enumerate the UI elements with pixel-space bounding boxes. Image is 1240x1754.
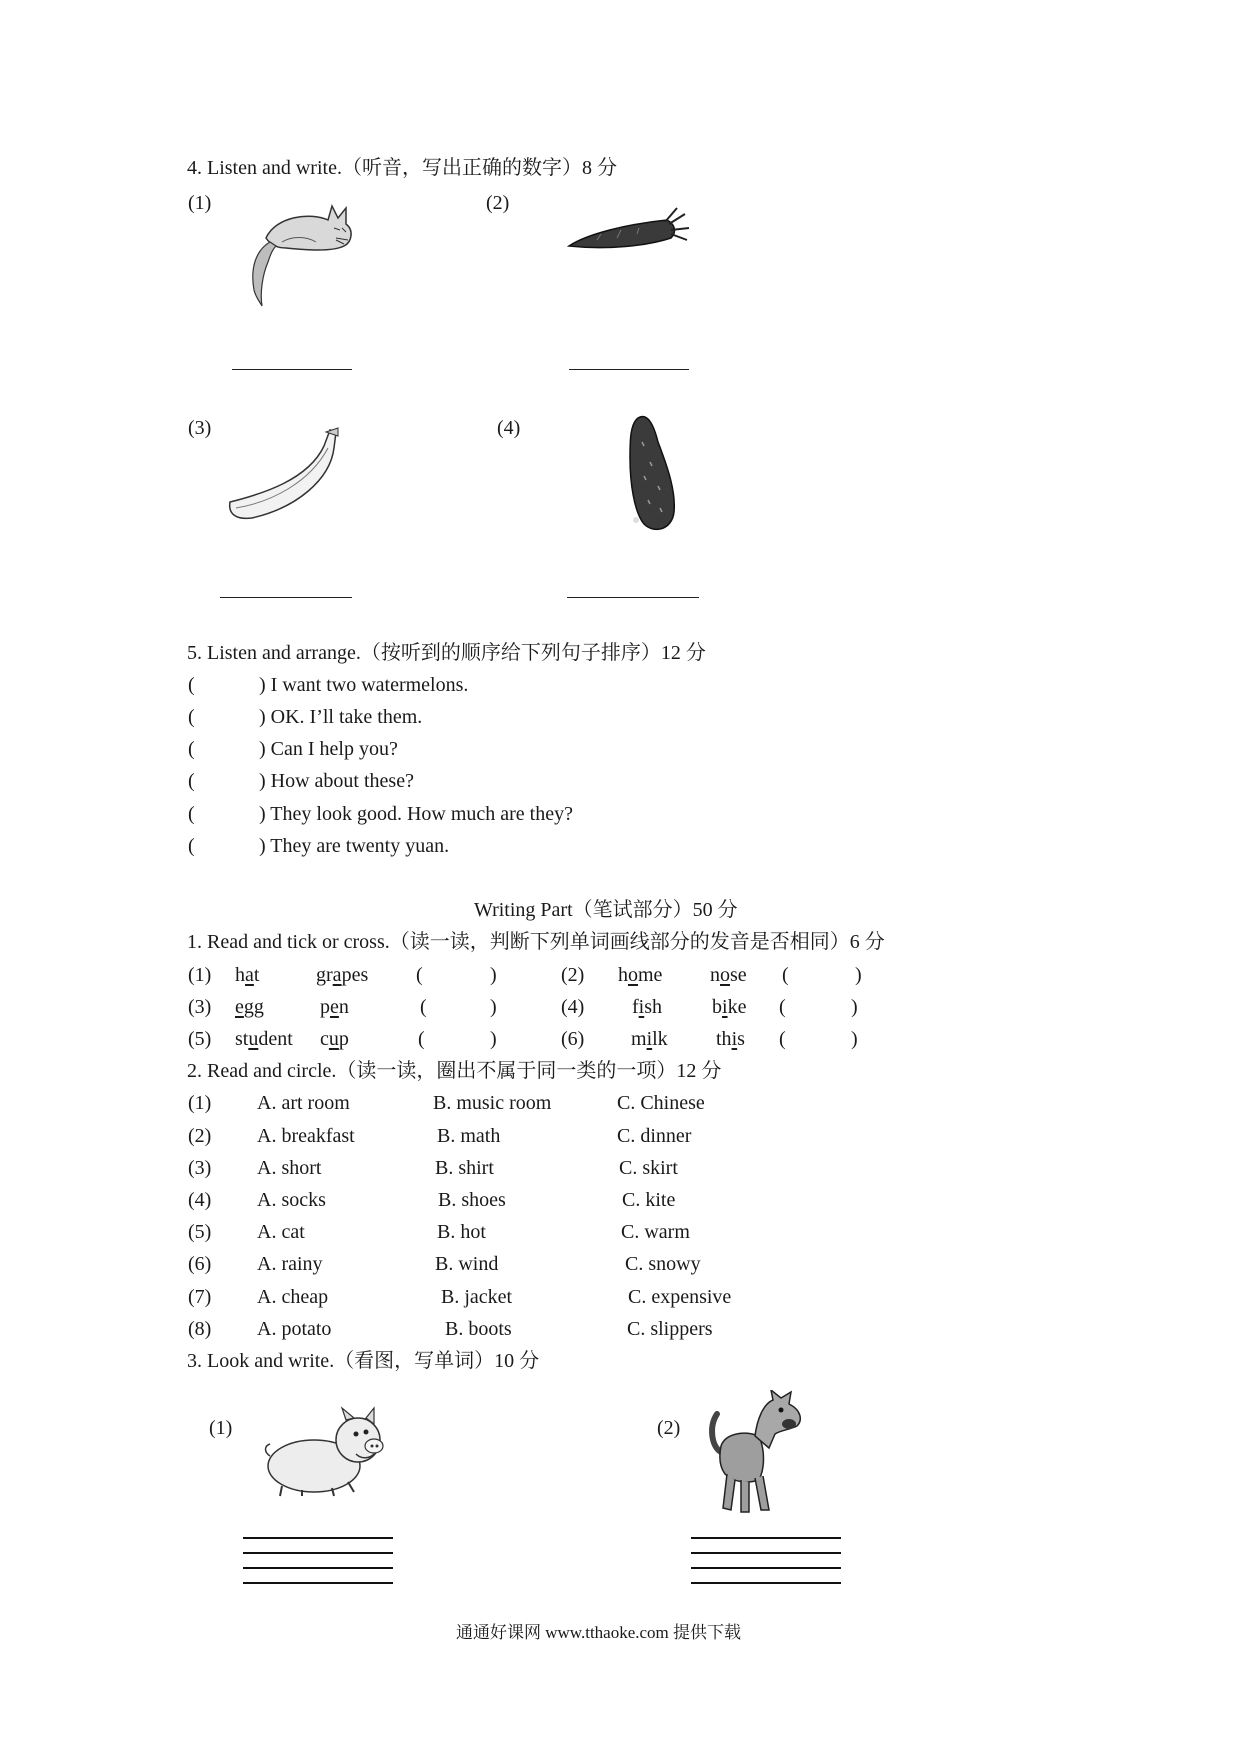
phonics-word: milk — [631, 1028, 668, 1050]
option-c[interactable]: C. dinner — [617, 1125, 692, 1147]
arrange-paren[interactable]: ( — [188, 674, 195, 696]
phonics-word: bike — [712, 996, 747, 1018]
item-number: (4) — [188, 1189, 212, 1211]
phonics-word: pen — [320, 996, 349, 1018]
phonics-word: fish — [632, 996, 663, 1018]
option-a[interactable]: A. cat — [257, 1221, 305, 1243]
item-number: (1) — [188, 964, 212, 986]
phonics-word: hat — [235, 964, 260, 986]
answer-paren-open[interactable]: ( — [416, 964, 423, 986]
pig-icon — [262, 1406, 394, 1498]
arrange-paren[interactable]: ( — [188, 770, 195, 792]
option-c[interactable]: C. kite — [622, 1189, 676, 1211]
answer-paren-close: ) — [851, 1028, 858, 1050]
item-number: (2) — [561, 964, 585, 986]
option-c[interactable]: C. slippers — [627, 1318, 713, 1340]
option-c[interactable]: C. expensive — [628, 1286, 732, 1308]
item-number: (2) — [486, 192, 510, 214]
option-a[interactable]: A. potato — [257, 1318, 332, 1340]
option-a[interactable]: A. art room — [257, 1092, 350, 1114]
phonics-word: this — [716, 1028, 745, 1050]
writing-section-2-title: 2. Read and circle.（读一读，圈出不属于同一类的一项）12 分 — [187, 1060, 722, 1082]
option-b[interactable]: B. wind — [435, 1253, 499, 1275]
writing-section-1-title: 1. Read and tick or cross.（读一读，判断下列单词画线部分的发音是否相同）6 分 — [187, 931, 885, 953]
writing-lines[interactable] — [691, 1537, 841, 1597]
phonics-word: grapes — [316, 964, 369, 986]
answer-paren-open[interactable]: ( — [782, 964, 789, 986]
answer-paren-open[interactable]: ( — [779, 1028, 786, 1050]
arrange-paren[interactable]: ( — [188, 738, 195, 760]
answer-blank[interactable] — [569, 369, 689, 370]
answer-blank[interactable] — [220, 597, 352, 598]
item-number: (3) — [188, 1157, 212, 1179]
option-b[interactable]: B. music room — [433, 1092, 552, 1114]
writing-lines[interactable] — [243, 1537, 393, 1597]
item-number: (3) — [188, 417, 212, 439]
answer-paren-close: ) — [490, 964, 497, 986]
item-number: (5) — [188, 1221, 212, 1243]
option-b[interactable]: B. hot — [437, 1221, 486, 1243]
option-b[interactable]: B. jacket — [441, 1286, 513, 1308]
arrange-paren[interactable]: ( — [188, 835, 195, 857]
item-number: (4) — [561, 996, 585, 1018]
option-a[interactable]: A. short — [257, 1157, 322, 1179]
arrange-sentence: ) Can I help you? — [259, 738, 398, 760]
writing-part-heading: Writing Part（笔试部分）50 分 — [474, 899, 738, 921]
banana-icon — [222, 424, 347, 520]
writing-section-3-title: 3. Look and write.（看图，写单词）10 分 — [187, 1350, 540, 1372]
answer-paren-close: ) — [490, 1028, 497, 1050]
option-b[interactable]: B. shoes — [438, 1189, 506, 1211]
wolf-icon — [707, 1390, 807, 1518]
arrange-sentence: ) How about these? — [259, 770, 414, 792]
answer-paren-open[interactable]: ( — [779, 996, 786, 1018]
cat-icon — [236, 198, 361, 310]
option-a[interactable]: A. cheap — [257, 1286, 329, 1308]
item-number: (8) — [188, 1318, 212, 1340]
arrange-paren[interactable]: ( — [188, 706, 195, 728]
phonics-word: student — [235, 1028, 293, 1050]
option-b[interactable]: B. math — [437, 1125, 501, 1147]
item-number: (6) — [561, 1028, 585, 1050]
arrange-sentence: ) I want two watermelons. — [259, 674, 469, 696]
option-b[interactable]: B. boots — [445, 1318, 512, 1340]
section-4-title: 4. Listen and write.（听音，写出正确的数字）8 分 — [187, 157, 617, 179]
item-number: (1) — [188, 192, 212, 214]
item-number: (2) — [657, 1417, 681, 1439]
option-a[interactable]: A. socks — [257, 1189, 326, 1211]
section-5-title: 5. Listen and arrange.（按听到的顺序给下列句子排序）12 分 — [187, 642, 706, 664]
option-c[interactable]: C. snowy — [625, 1253, 701, 1275]
item-number: (4) — [497, 417, 521, 439]
option-a[interactable]: A. breakfast — [257, 1125, 355, 1147]
arrange-paren[interactable]: ( — [188, 803, 195, 825]
option-c[interactable]: C. Chinese — [617, 1092, 705, 1114]
option-a[interactable]: A. rainy — [257, 1253, 323, 1275]
item-number: (3) — [188, 996, 212, 1018]
answer-paren-open[interactable]: ( — [420, 996, 427, 1018]
carrot-icon — [567, 200, 692, 260]
item-number: (1) — [209, 1417, 233, 1439]
phonics-word: home — [618, 964, 663, 986]
answer-paren-close: ) — [490, 996, 497, 1018]
answer-blank[interactable] — [232, 369, 352, 370]
arrange-sentence: ) They look good. How much are they? — [259, 803, 573, 825]
answer-paren-close: ) — [851, 996, 858, 1018]
item-number: (2) — [188, 1125, 212, 1147]
answer-paren-close: ) — [855, 964, 862, 986]
phonics-word: nose — [710, 964, 747, 986]
cucumber-icon — [614, 412, 684, 534]
option-c[interactable]: C. skirt — [619, 1157, 678, 1179]
option-c[interactable]: C. warm — [621, 1221, 690, 1243]
item-number: (5) — [188, 1028, 212, 1050]
phonics-word: egg — [235, 996, 264, 1018]
answer-blank[interactable] — [567, 597, 699, 598]
phonics-word: cup — [320, 1028, 349, 1050]
arrange-sentence: ) They are twenty yuan. — [259, 835, 450, 857]
item-number: (7) — [188, 1286, 212, 1308]
arrange-sentence: ) OK. I’ll take them. — [259, 706, 423, 728]
option-b[interactable]: B. shirt — [435, 1157, 494, 1179]
item-number: (6) — [188, 1253, 212, 1275]
page-footer: 通通好课网 www.tthaoke.com 提供下载 — [456, 1623, 742, 1642]
item-number: (1) — [188, 1092, 212, 1114]
answer-paren-open[interactable]: ( — [418, 1028, 425, 1050]
